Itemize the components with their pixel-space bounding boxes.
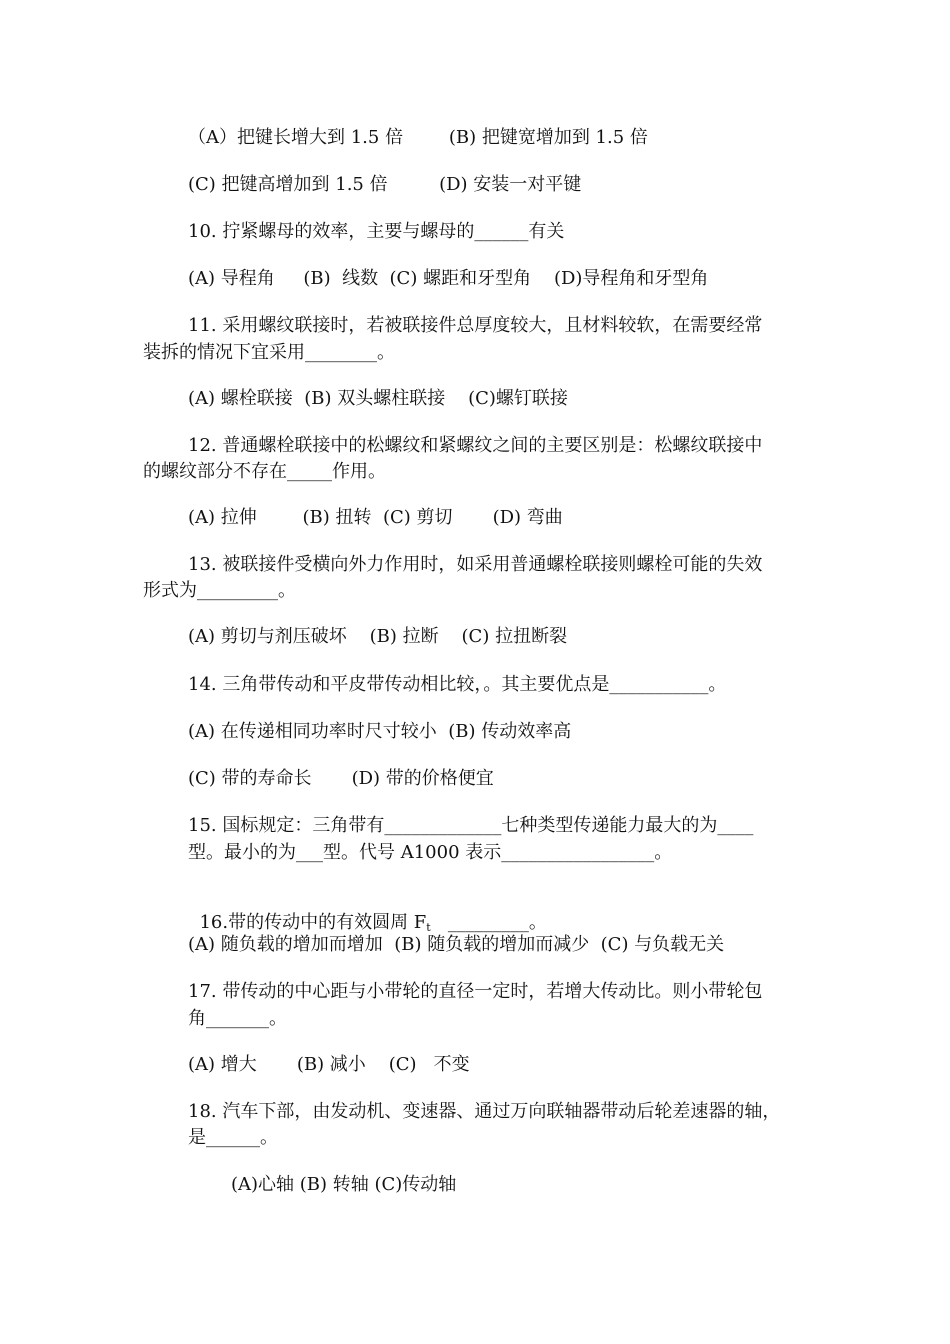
q18-stem-line1: 18. 汽车下部，由发动机、变速器、通过万向联轴器带动后轮差速器的轴， [188,1101,781,1122]
q9-options-ab: （A）把键长增大到 1.5 倍 (B) 把键宽增加到 1.5 倍 [188,127,648,148]
q16-stem-tail: _________。 [447,912,547,933]
q15-stem-line2: 型。最小的为___型。代号 A1000 表示_________________。 [188,842,673,863]
q13-stem-line1: 13. 被联接件受横向外力作用时，如采用普通螺栓联接则螺栓可能的失效 [188,554,763,575]
q17-stem-line2: 角_______。 [188,1008,287,1029]
q16-subscript: t [426,921,431,934]
q18-options: (A)心轴 (B) 转轴 (C)传动轴 [231,1174,457,1195]
q12-stem-line2: 的螺纹部分不存在_____作用。 [143,461,386,482]
q12-stem-line1: 12. 普通螺栓联接中的松螺纹和紧螺纹之间的主要区别是：松螺纹联接中 [188,435,763,456]
q11-stem-line1: 11. 采用螺纹联接时，若被联接件总厚度较大，且材料较软，在需要经常 [188,315,763,336]
q10-options: (A) 导程角 (B) 线数 (C) 螺距和牙型角 (D)导程角和牙型角 [188,268,709,289]
q16-stem-gap [431,912,448,933]
q16-stem-text: 16.带的传动中的有效圆周 F [199,912,427,933]
q14-stem: 14. 三角带传动和平皮带传动相比较，。其主要优点是___________。 [188,674,727,695]
q17-options: (A) 增大 (B) 减小 (C) 不变 [188,1054,470,1075]
q15-stem-line1: 15. 国标规定：三角带有_____________七种类型传递能力最大的为____ [188,815,754,836]
q11-stem-line2: 装拆的情况下宜采用________。 [143,342,395,363]
q12-options: (A) 拉伸 (B) 扭转 (C) 剪切 (D) 弯曲 [188,507,563,528]
q11-options: (A) 螺栓联接 (B) 双头螺柱联接 (C)螺钉联接 [188,388,568,409]
q18-stem-line2: 是______。 [188,1127,278,1148]
q16-options: (A) 随负载的增加而增加 (B) 随负载的增加而减少 (C) 与负载无关 [188,934,725,955]
q9-options-cd: (C) 把键高增加到 1.5 倍 (D) 安装一对平键 [188,174,582,195]
q13-options: (A) 剪切与剂压破坏 (B) 拉断 (C) 拉扭断裂 [188,626,568,647]
q10-stem: 10. 拧紧螺母的效率，主要与螺母的______有关 [188,221,565,242]
q14-options-cd: (C) 带的寿命长 (D) 带的价格便宜 [188,768,494,789]
q13-stem-line2: 形式为_________。 [143,580,296,601]
q14-options-ab: (A) 在传递相同功率时尺寸较小 (B) 传动效率高 [188,721,572,742]
q17-stem-line1: 17. 带传动的中心距与小带轮的直径一定时，若增大传动比。则小带轮包 [188,981,763,1002]
